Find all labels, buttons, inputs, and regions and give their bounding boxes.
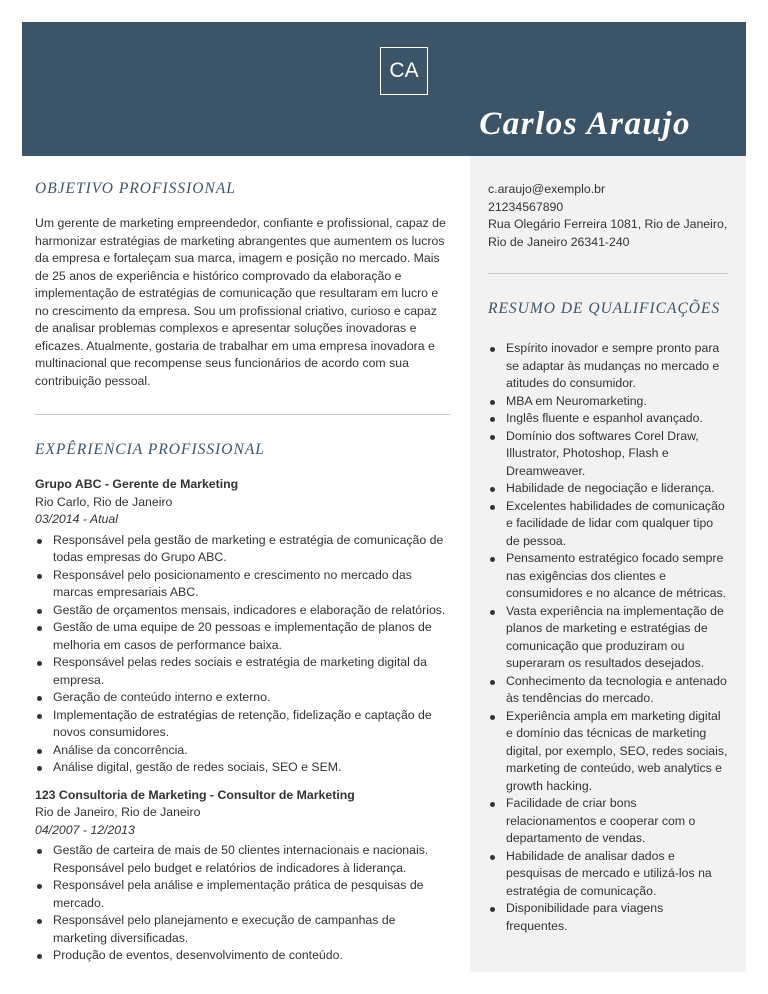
job-entry xyxy=(35,787,450,965)
list-item: Pensamento estratégico focado sempre nas exigências dos clientes e consumidores e no alcance de métricas. xyxy=(488,550,728,603)
job-entry xyxy=(35,476,450,777)
contact-email: c.araujo@exemplo.br xyxy=(488,182,606,196)
list-item: Responsável pelas redes sociais e estratégia de marketing digital da empresa. xyxy=(35,654,450,689)
list-item: Vasta experiência na implementação de planos de marketing e estratégias de comunicação que produziram ou superaram os resultados desejados. xyxy=(488,603,728,673)
list-item: Análise digital, gestão de redes sociais, SEO e SEM. xyxy=(35,759,450,777)
job-dates: 04/2007 - 12/2013 xyxy=(35,822,135,837)
list-item: MBA em Neuromarketing. xyxy=(488,393,728,411)
contact-phone: 21234567890 xyxy=(488,199,564,214)
list-item: Conhecimento da tecnologia e antenado às tendências do mercado. xyxy=(488,673,728,708)
experience-heading: EXPÊRIENCIA PROFISSIONAL xyxy=(35,441,265,458)
list-item: Gestão de orçamentos mensais, indicadores e elaboração de relatórios. xyxy=(35,602,450,620)
job-responsibilities xyxy=(35,532,450,777)
section-divider xyxy=(35,414,450,415)
qualifications-list xyxy=(488,340,728,935)
list-item: Excelentes habilidades de comunicação e facilidade de lidar com qualquer tipo de pessoa. xyxy=(488,498,728,551)
list-item: Experiência ampla em marketing digital e domínio das técnicas de marketing digital, por exemplo, SEO, redes sociais, marketing de conteúdo, web analytics e growth hacking. xyxy=(488,708,728,796)
main-column xyxy=(35,180,450,965)
job-title: Grupo ABC - Gerente de Marketing xyxy=(35,477,239,491)
list-item: Geração de conteúdo interno e externo. xyxy=(35,689,450,707)
list-item: Habilidade de analisar dados e pesquisas de mercado e utilizá-los na estratégia de comunicação. xyxy=(488,848,728,901)
list-item: Gestão de carteira de mais de 50 clientes internacionais e nacionais. Responsável pelo budget e relatórios de indicadores à liderança. xyxy=(35,842,450,877)
section-divider xyxy=(488,273,728,274)
list-item: Responsável pela análise e implementação prática de pesquisas de mercado. xyxy=(35,877,450,912)
list-item: Inglês fluente e espanhol avançado. xyxy=(488,410,728,428)
list-item: Responsável pelo planejamento e execução de campanhas de marketing diversificadas. xyxy=(35,912,450,947)
header-banner xyxy=(22,22,746,156)
list-item: Gestão de uma equipe de 20 pessoas e implementação de planos de melhoria em casos de performance baixa. xyxy=(35,619,450,654)
contact-address: Rua Olegário Ferreira 1081, Rio de Janeiro, Rio de Janeiro 26341-240 xyxy=(488,217,728,249)
sidebar-column xyxy=(488,181,728,935)
list-item: Domínio dos softwares Corel Draw, Illustrator, Photoshop, Flash e Dreamweaver. xyxy=(488,428,728,481)
job-location: Rio Carlo, Rio de Janeiro xyxy=(35,494,173,509)
qualifications-heading: RESUMO DE QUALIFICAÇÕES xyxy=(488,300,721,317)
list-item: Análise da concorrência. xyxy=(35,742,450,760)
job-dates: 03/2014 - Atual xyxy=(35,512,118,526)
job-title: 123 Consultoria de Marketing - Consultor de Marketing xyxy=(35,787,355,802)
list-item: Implementação de estratégias de retenção, fidelização e captação de novos consumidores. xyxy=(35,707,450,742)
list-item: Habilidade de negociação e liderança. xyxy=(488,480,728,498)
objective-text: Um gerente de marketing empreendedor, confiante e profissional, capaz de harmonizar estratégias de marketing abrangentes que aumentem os lucros da empresa e fortaleçam sua marca, imagem e posição no mercado. Mais de 25 anos de experiência e histórico comprovado da elaboração e implementação de estratégias de comunicação que resultaram em lucro e no crescimento da empresa. Sou um profissional criativo, curioso e capaz de analisar problemas complexos e apresentar soluções inovadoras e eficazes. Atualmente, gostaria de trabalhar em uma empresa inovadora e multinacional que recompense seus funcionários de acordo com sua contribuição pessoal. xyxy=(35,216,446,388)
list-item: Produção de eventos, desenvolvimento de conteúdo. xyxy=(35,947,450,965)
monogram-badge: CA xyxy=(380,47,428,95)
list-item: Facilidade de criar bons relacionamentos e cooperar com o departamento de vendas. xyxy=(488,795,728,848)
job-location: Rio de Janeiro, Rio de Janeiro xyxy=(35,805,201,819)
list-item: Espírito inovador e sempre pronto para se adaptar às mudanças no mercado e atitudes do consumidor. xyxy=(488,340,728,393)
list-item: Responsável pelo posicionamento e crescimento no mercado das marcas empresariais ABC. xyxy=(35,567,450,602)
candidate-name: Carlos Araujo xyxy=(479,106,691,142)
contact-block xyxy=(488,181,728,251)
list-item: Responsável pela gestão de marketing e estratégia de comunicação de todas empresas do Grupo ABC. xyxy=(35,532,450,567)
job-responsibilities xyxy=(35,842,450,965)
objective-heading: OBJETIVO PROFISSIONAL xyxy=(35,180,236,197)
list-item: Disponibilidade para viagens frequentes. xyxy=(488,900,728,935)
